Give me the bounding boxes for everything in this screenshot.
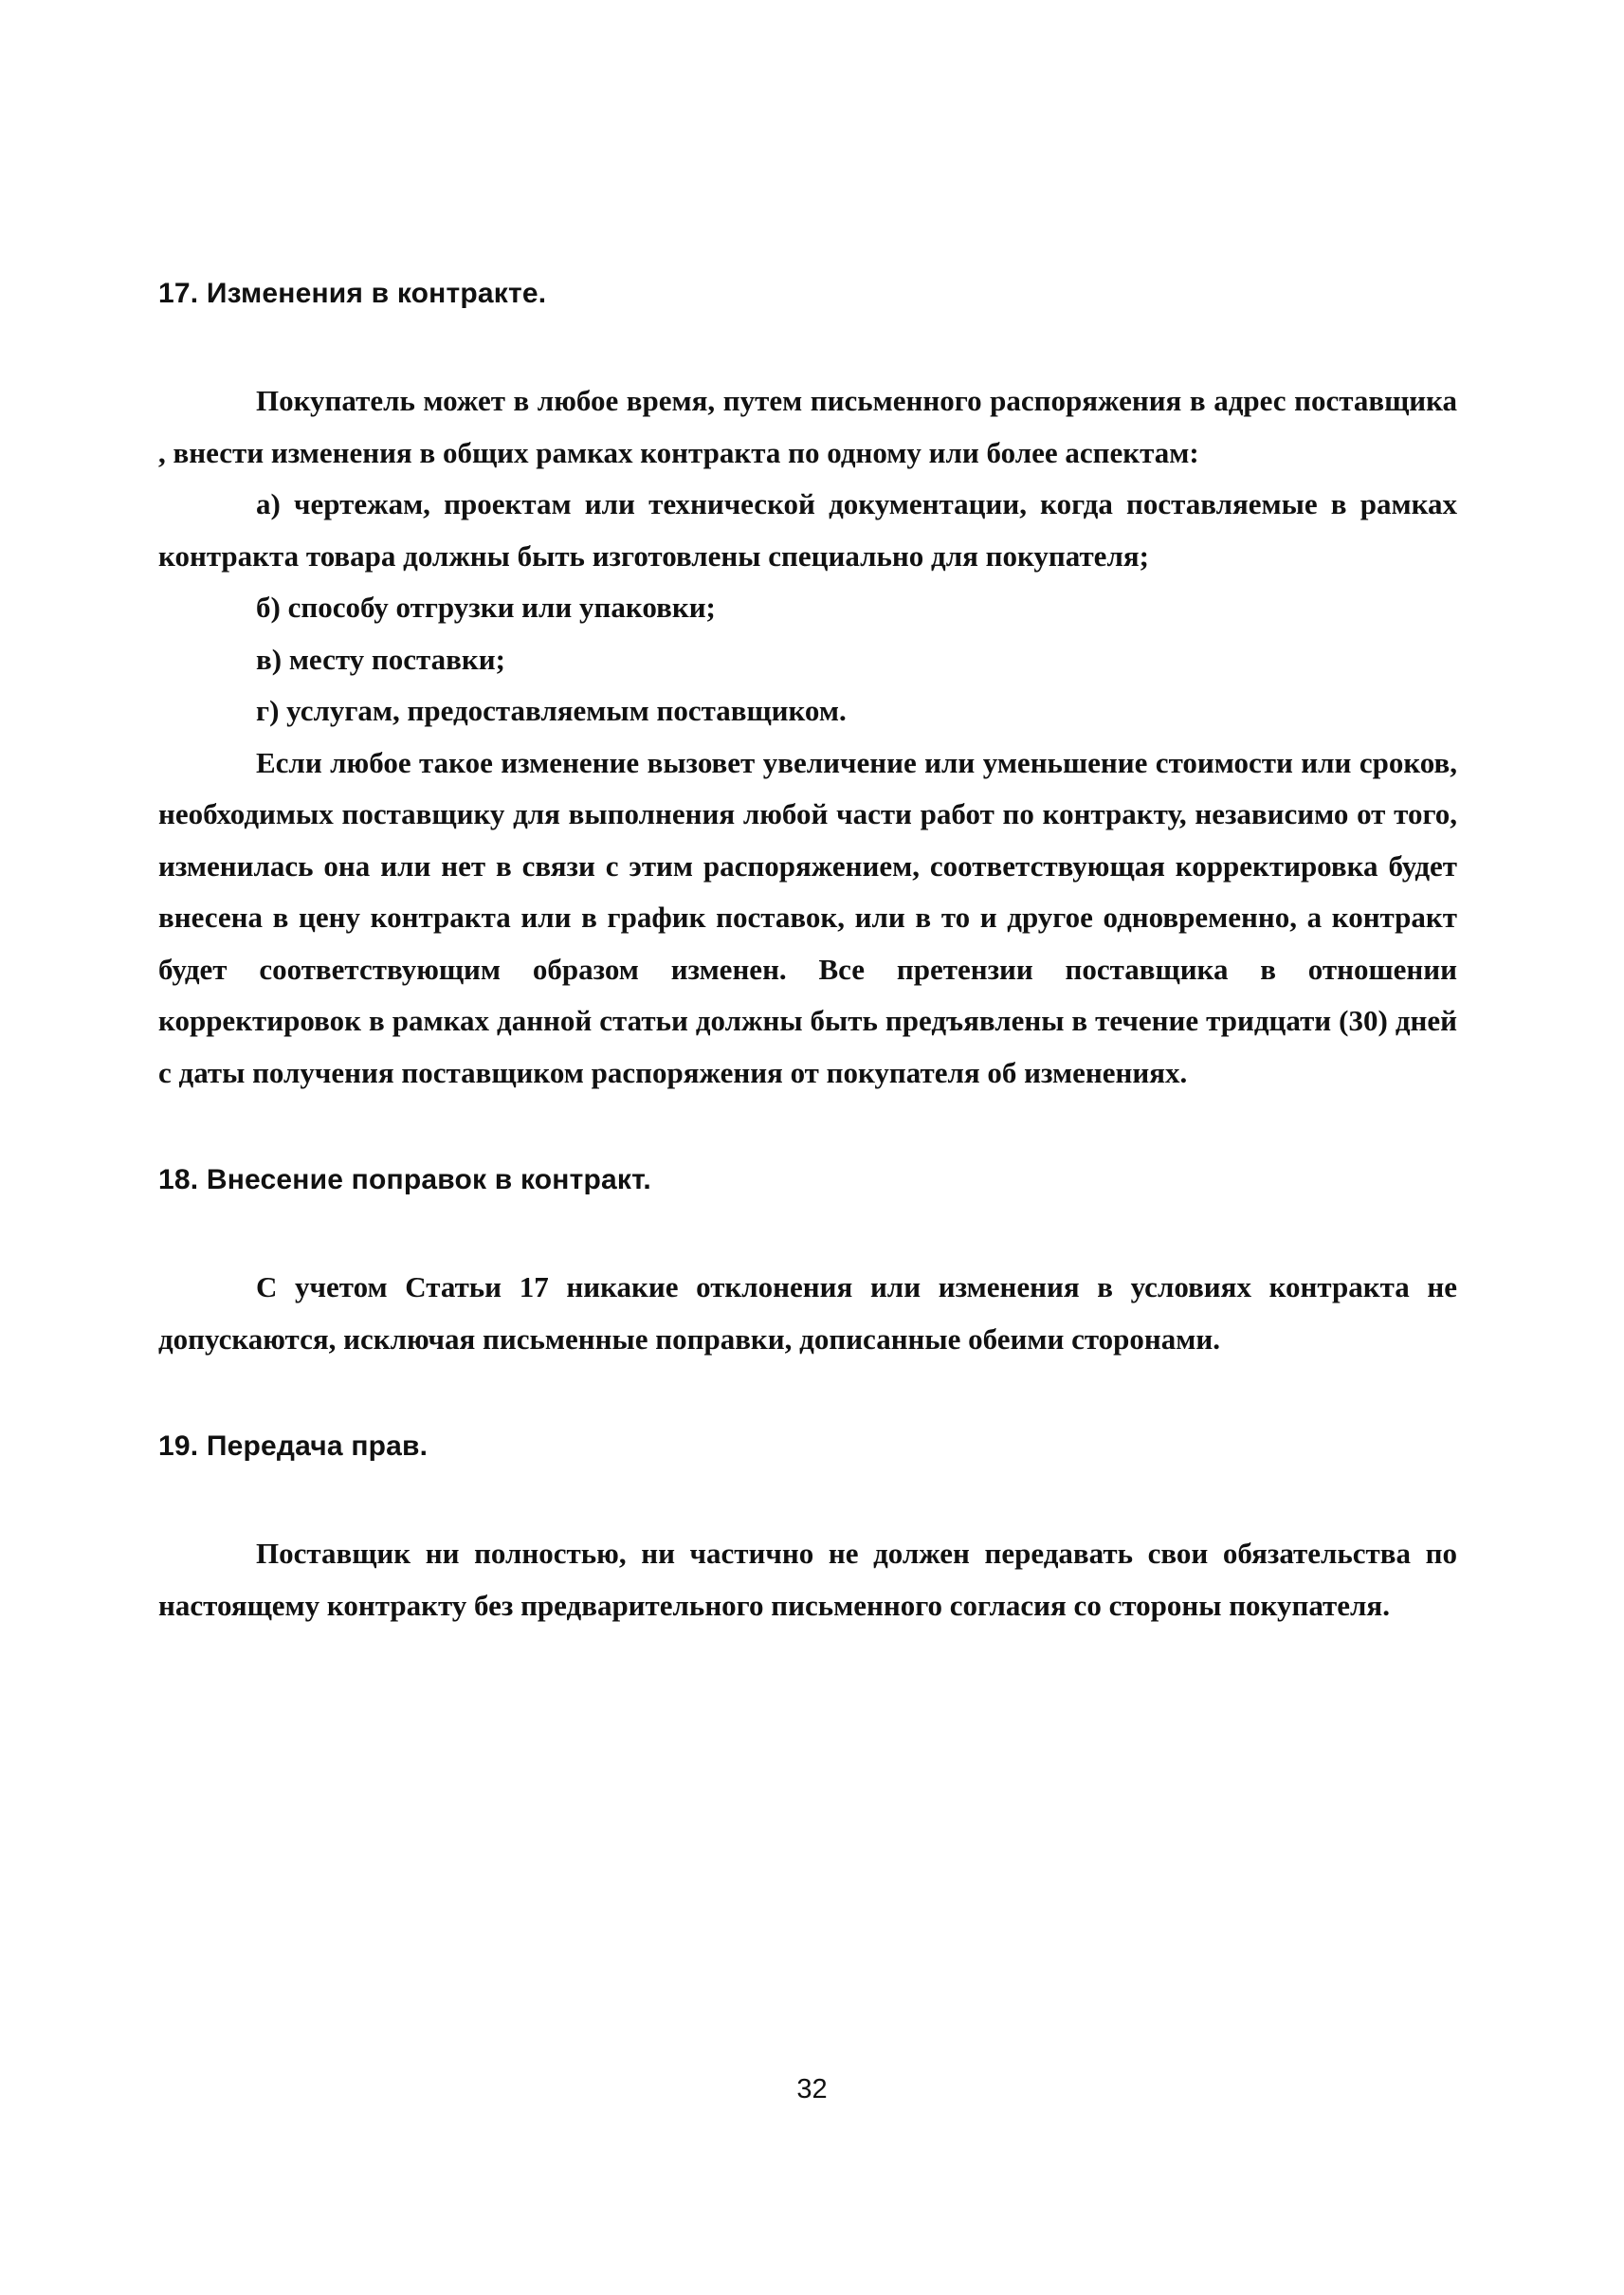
- section-17-intro: Покупатель может в любое время, путем письменного распоряжения в адрес поставщика , внести изменения в общих рамках контракта по одному или более аспектам:: [158, 384, 1457, 469]
- section-19-body: Поставщик ни полностью, ни частично не должен передавать свои обязательства по настоящему контракту без предварительного письменного согласия со стороны покупателя.: [158, 1537, 1457, 1622]
- section-17-item-v: в) месту поставки;: [256, 642, 505, 676]
- page-number: 32: [796, 2074, 828, 2104]
- section-18-heading: 18. Внесение поправок в контракт.: [158, 1164, 651, 1195]
- section-19-heading: 19. Передача прав.: [158, 1430, 429, 1462]
- document-content: [158, 275, 1457, 1631]
- section-17-item-g: г) услугам, предоставляемым поставщиком.: [256, 694, 847, 727]
- section-17-item-a: а) чертежам, проектам или технической документации, когда поставляемые в рамках контракта товара должны быть изготовлены специально для покупателя;: [158, 487, 1457, 573]
- section-17-heading: 17. Изменения в контракте.: [158, 278, 547, 309]
- section-17-closing: Если любое такое изменение вызовет увеличение или уменьшение стоимости или сроков, необходимых поставщику для выполнения любой части работ по контракту, независимо от того, изменилась она или нет в связи с этим распоряжением, соответствующая корректировка будет внесена в цену контракта или в график поставок, или в то и другое одновременно, а контракт будет соответствующим образом изменен. Все претензии поставщика в отношении корректировок в рамках данной статьи должны быть предъявлены в течение тридцати (30) дней с даты получения поставщиком распоряжения от покупателя об изменениях.: [158, 745, 1457, 1089]
- section-18-body: С учетом Статьи 17 никакие отклонения или изменения в условиях контракта не допускаются, исключая письменные поправки, дописанные обеими сторонами.: [158, 1270, 1457, 1356]
- section-17-item-b: б) способу отгрузки или упаковки;: [256, 591, 716, 624]
